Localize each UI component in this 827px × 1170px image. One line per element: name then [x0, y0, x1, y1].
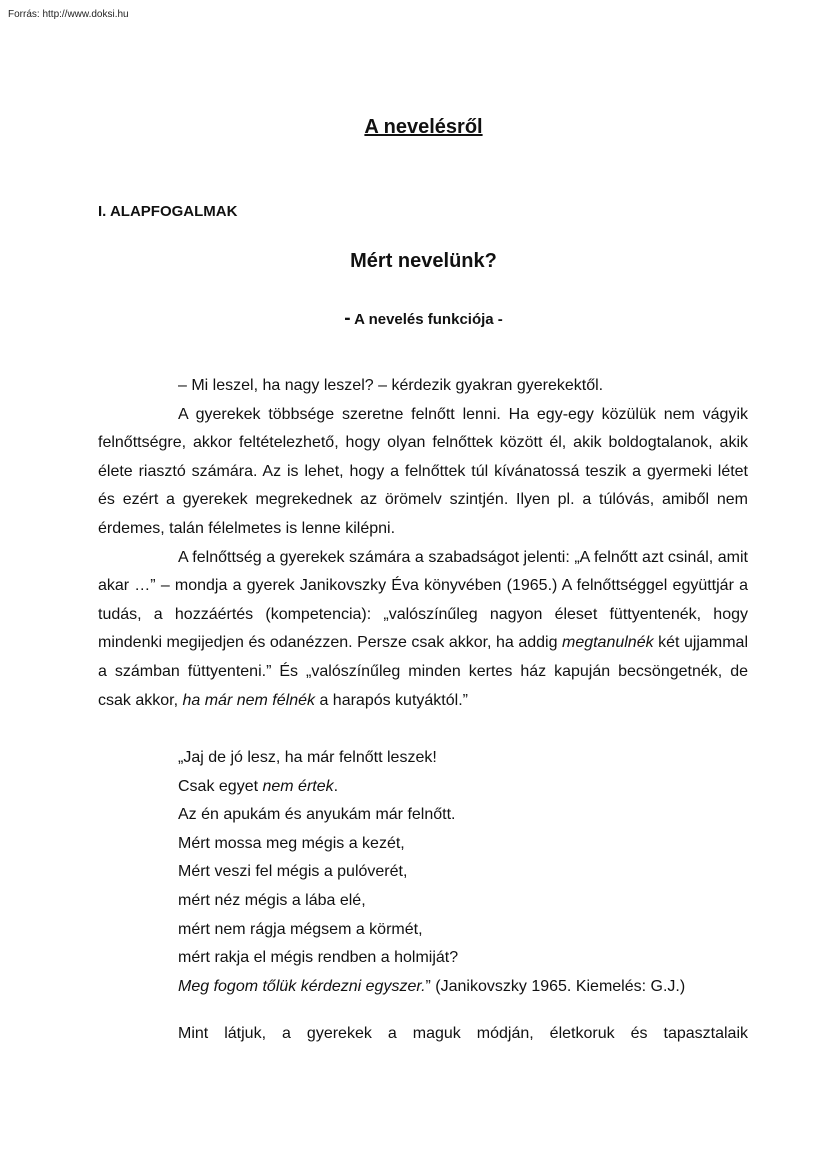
subtitle [0, 308, 827, 330]
source-note: Forrás: http://www.doksi.hu [8, 9, 129, 20]
citation: ” (Janikovszky 1965. Kiemelés: G.J.) [425, 977, 686, 995]
poem-quote [178, 744, 685, 1001]
poem-line: mért néz mégis a lába elé, [178, 891, 366, 909]
body-text [98, 372, 748, 715]
poem-line: mért nem rágja mégsem a körmét, [178, 920, 423, 938]
paragraph-2: A gyerekek többsége szeretne felnőtt lenni. Ha egy-egy közülük nem vágyik felnőttségre, akkor feltételezhető, hogy olyan felnőttek között él, akik boldogtalanok, akik élete riasztó számára. Az is lehet, hogy a felnőttek túl kívánatossá teszik a gyermeki létet és ezért a gyerekek megrekednek az örömelv szintjén. Ilyen pl. a túlóvás, amiből nem érdemes, talán félelmetes is lenne kilépni. [98, 405, 748, 537]
poem-line: mért rakja el mégis rendben a holmiját? [178, 949, 459, 967]
emphasis-nem-ertek: nem értek [262, 777, 334, 795]
poem-line: Az én apukám és anyukám már felnőtt. [178, 806, 456, 824]
emphasis-meg-fogom: Meg fogom tőlük kérdezni egyszer. [178, 977, 426, 995]
paragraph-1: – Mi leszel, ha nagy leszel? – kérdezik gyakran gyerekektől. [178, 377, 604, 394]
paragraph-3-text-b: két ujjammal a számban füttyenteni.” És „valószínűleg minden kertes ház kapuján becsöngetnék, de csak akkor, [98, 634, 748, 709]
paragraph-3-text-c: a harapós kutyáktól.” [315, 691, 468, 709]
chapter-title: Mért nevelünk? [350, 250, 497, 272]
subtitle-text: A nevelés funkciója - [350, 311, 503, 328]
poem-line: Mért veszi fel mégis a pulóverét, [178, 863, 408, 881]
poem-line [178, 973, 685, 1002]
paragraph-3 [98, 544, 748, 716]
poem-line: Csak egyet nem értek. [178, 777, 339, 795]
subtitle-dash: - [344, 308, 351, 329]
document-title: A nevelésről [364, 116, 483, 138]
section-heading: I. ALAPFOGALMAK [98, 203, 238, 220]
emphasis-megtanulnek: megtanulnék [561, 634, 654, 652]
paragraph-3-text-a: A felnőttség a gyerekek számára a szabadságot jelenti: „A felnőtt azt csinál, amit akar …” – mondja a gyerek Janikovszky Éva könyvében (1965.) A felnőttséggel együttjár a tudás, a hozzáértés (kompetencia): „valószínűleg nagyon éleset füttyentenék, hogy mindenki megijedjen és odanézzen. Persze csak akkor, ha addig [98, 548, 748, 652]
poem-line: „Jaj de jó lesz, ha már felnőtt leszek! [178, 749, 437, 766]
poem-line: Mért mossa meg mégis a kezét, [178, 834, 405, 852]
closing-paragraph: Mint látjuk, a gyerekek a maguk módján, életkoruk és tapasztalaik [178, 1025, 748, 1042]
emphasis-ha-mar-nem-felnek: ha már nem félnék [182, 691, 315, 709]
